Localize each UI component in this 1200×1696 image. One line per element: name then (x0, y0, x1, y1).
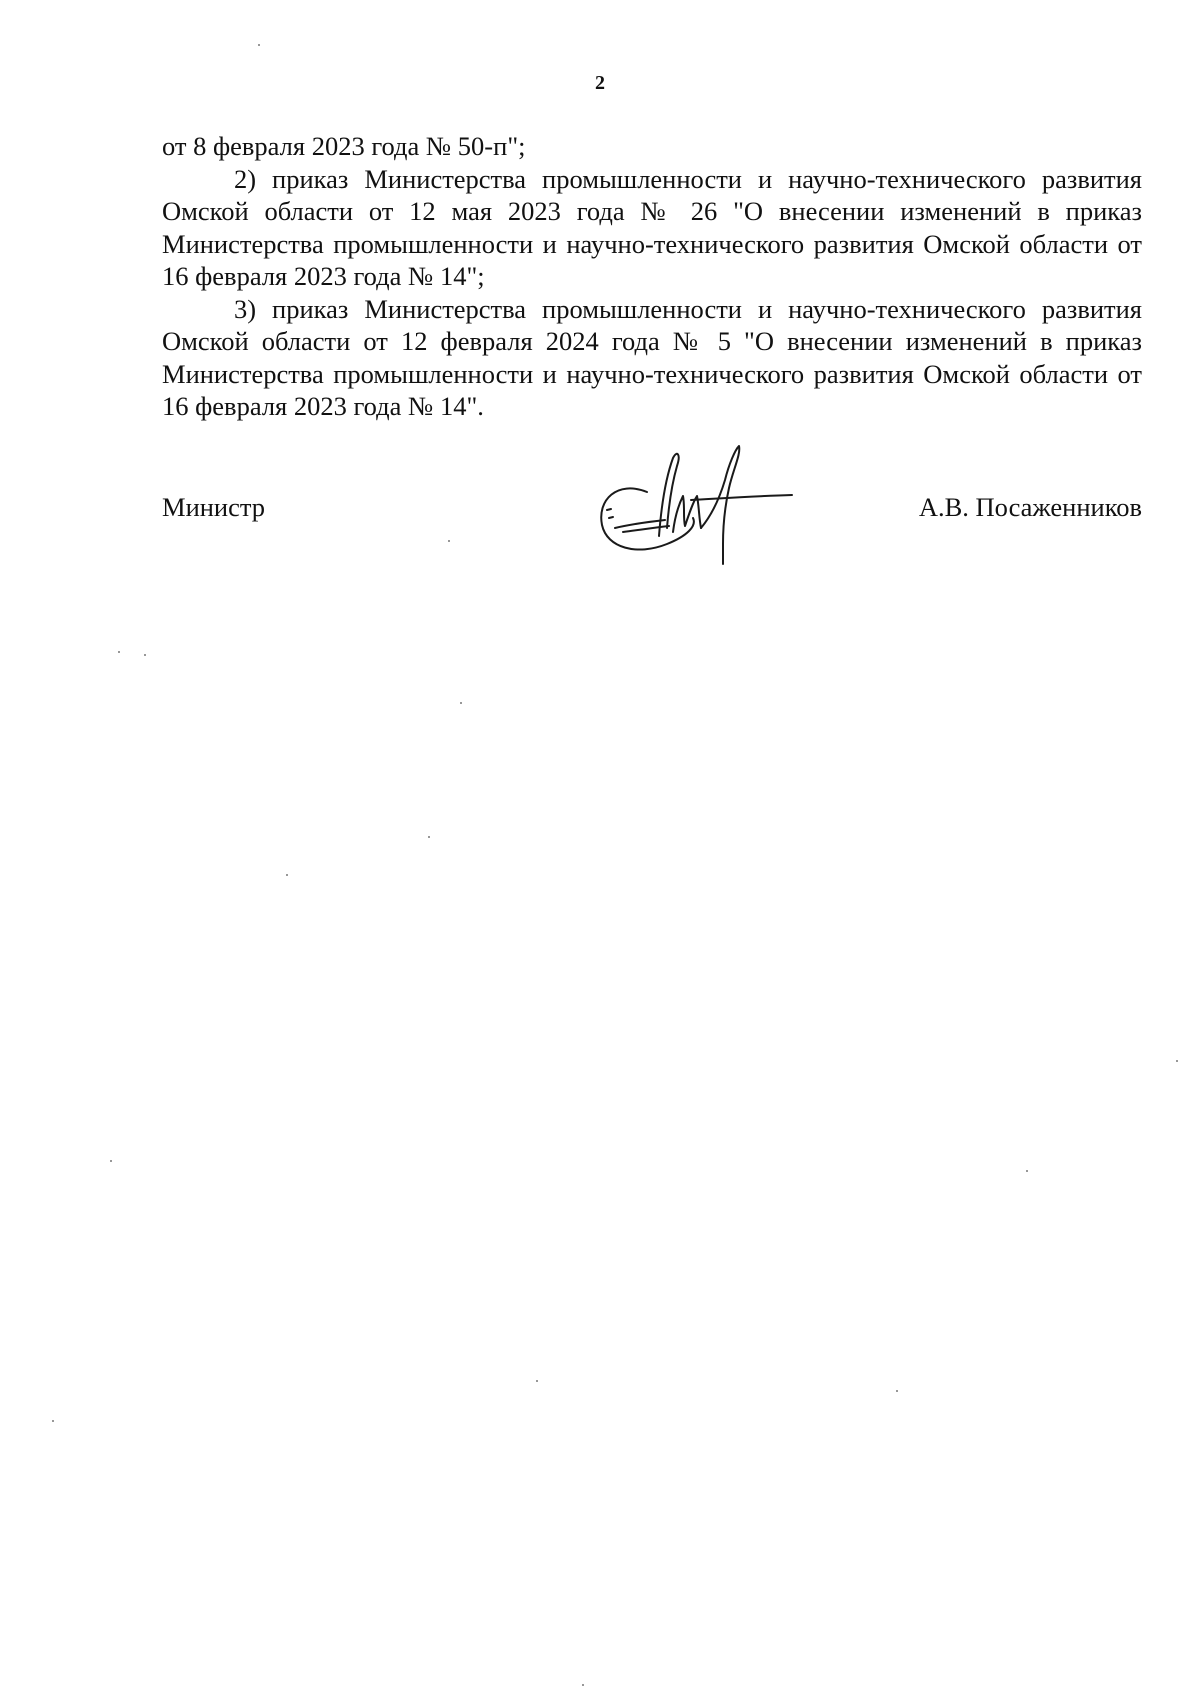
scan-speck (1026, 1170, 1028, 1172)
scan-speck (896, 1390, 898, 1392)
scan-speck (460, 702, 462, 704)
signer-name: А.В. Посаженников (918, 492, 1142, 522)
scan-speck (536, 1380, 538, 1382)
scan-speck (428, 836, 430, 838)
scan-speck (52, 1420, 54, 1422)
scan-speck (448, 540, 450, 542)
paragraph-item-2: 2) приказ Министерства промышленности и научно-технического развития Омской области от 12 мая 2023 года № 26 "О внесении изменений в приказ Министерства промышленности и научно-технического развития Омской области от 16 февраля 2023 года № 14"; (162, 163, 1142, 291)
scan-speck (144, 654, 146, 656)
scan-speck (110, 1160, 112, 1162)
scan-speck (258, 44, 260, 46)
paragraph-continuation: от 8 февраля 2023 года № 50-п"; (162, 131, 526, 161)
scan-speck (118, 651, 120, 653)
page-number: 2 (595, 72, 605, 94)
scan-speck (1176, 1060, 1178, 1062)
document-body (162, 130, 1142, 423)
scan-speck (582, 1684, 584, 1686)
signature-block (162, 440, 1142, 580)
handwritten-signature-icon (587, 440, 797, 580)
signer-title: Министр (162, 492, 266, 522)
paragraph-item-3: 3) приказ Министерства промышленности и научно-технического развития Омской области от 12 февраля 2024 года № 5 "О внесении изменений в приказ Министерства промышленности и научно-технического развития Омской области от 16 февраля 2023 года № 14". (162, 293, 1142, 421)
scan-speck (286, 874, 288, 876)
